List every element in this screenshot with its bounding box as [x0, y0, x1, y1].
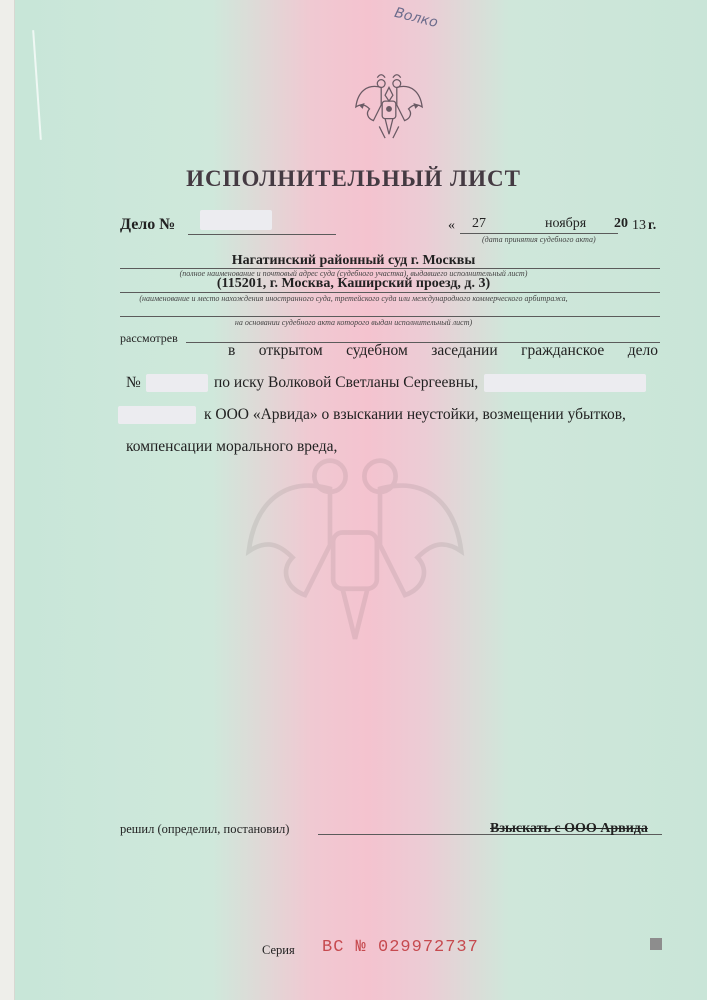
considered-label: рассмотрев	[120, 331, 178, 345]
body-line-2: по иску Волковой Светланы Сергеевны,	[214, 374, 479, 391]
corner-handwritten-note: Волко	[392, 4, 440, 32]
page-edge-strip	[0, 0, 15, 1000]
body-line-4: компенсации морального вреда,	[126, 438, 338, 455]
date-caption: (дата принятия судебного акта)	[482, 235, 596, 244]
court-name: Нагатинский районный суд г. Москвы	[231, 253, 476, 268]
date-quote: «	[448, 218, 455, 233]
case-number-line	[188, 234, 336, 235]
date-day: 27	[472, 216, 486, 231]
basis-caption: на основании судебного акта которого выдан исполнительный лист)	[234, 318, 473, 327]
foreign-court-caption: (наименование и место нахождения иностранного суда, третейского суда или международного коммерческого арбитража,	[139, 294, 568, 303]
series-label: Серия	[262, 943, 295, 957]
body-line-1: в открытом судебном заседании гражданское дело	[228, 342, 658, 359]
case-no-redaction	[146, 374, 208, 392]
address-redaction	[118, 406, 196, 424]
date-year-prefix: 20	[614, 216, 628, 231]
decision-label: решил (определил, постановил)	[120, 822, 290, 836]
date-year-suffix: г.	[648, 218, 657, 233]
case-no-symbol: №	[126, 374, 141, 391]
watermark-emblem	[230, 420, 480, 670]
case-number-label: Дело №	[120, 216, 176, 233]
defendant-redaction	[484, 374, 646, 392]
paper-fold-mark	[32, 30, 42, 140]
court-address-line	[120, 292, 660, 293]
date-line	[460, 233, 618, 234]
body-line-3: к ООО «Арвида» о взыскании неустойки, возмещении убытков,	[204, 406, 626, 423]
decision-text: Взыскать с ООО Арвида	[490, 821, 648, 836]
court-name-caption: (полное наименование и почтовый адрес суда (судебного участка), выдавшего исполнительный лист)	[179, 269, 528, 278]
foreign-court-line	[120, 316, 660, 317]
date-year: 13	[632, 218, 646, 233]
case-number-redaction	[200, 210, 272, 230]
series-number: ВС № 029972737	[322, 938, 479, 957]
date-month: ноября	[545, 216, 587, 231]
court-address: (115201, г. Москва, Каширский проезд, д. 3)	[216, 276, 491, 291]
coat-of-arms-emblem	[350, 66, 428, 144]
corner-marker-square	[650, 938, 662, 950]
document-title: ИСПОЛНИТЕЛЬНЫЙ ЛИСТ	[186, 166, 521, 191]
